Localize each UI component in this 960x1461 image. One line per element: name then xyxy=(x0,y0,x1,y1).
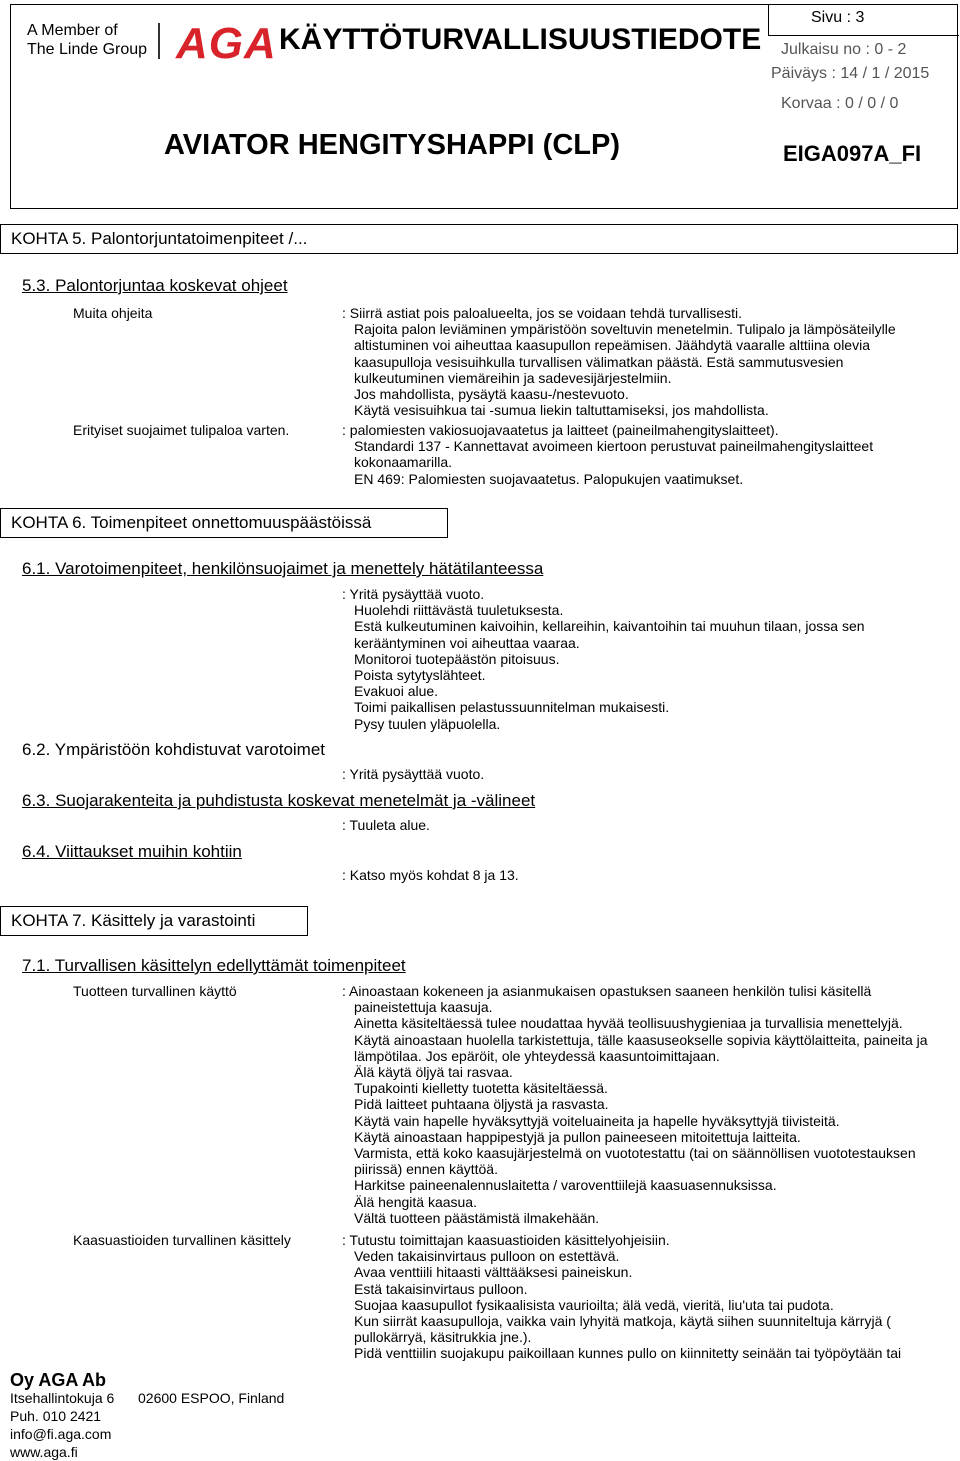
text-line: piirissä) ennen käyttöä. xyxy=(354,1161,498,1178)
footer-city: 02600 ESPOO, Finland xyxy=(138,1390,285,1406)
text-line: lämpötilaa. Jos epäröit, ole yhteydessä kaasuntoimittajaan. xyxy=(354,1047,720,1064)
text-line: Ainetta käsiteltäessä tulee noudattaa hyvää teollisuushygieniaa ja turvallisia menettelyjä. xyxy=(354,1015,903,1032)
text-line: Vältä tuotteen päästämistä ilmakehään. xyxy=(354,1209,600,1226)
text-line: Kun siirrät kaasupulloja, vaikka vain lyhyitä matkoja, käytä siihen suunniteltuja kärryjä ( xyxy=(354,1313,891,1330)
text-line: kulkeutuminen viemäreihin ja sadevesijärjestelmiin. xyxy=(354,369,672,386)
safe-use-text xyxy=(342,983,928,1226)
text-line: Evakuoi alue. xyxy=(354,683,439,700)
aga-logo: AGA xyxy=(176,19,277,68)
text-line: Standardi 137 - Kannettavat avoimeen kiertoon perustuvat paineilmahengityslaitteet xyxy=(354,438,874,455)
section-6-bar xyxy=(0,508,448,538)
text-line: : Ainoastaan kokeneen ja asianmukaisen opastuksen saaneen henkilön tulisi käsitellä xyxy=(342,983,872,999)
text-line: Huolehdi riittävästä tuuletuksesta. xyxy=(354,602,564,619)
text-line: Pysy tuulen yläpuolella. xyxy=(354,715,501,732)
text-line: pullokärryä, käsitrukkia jne.). xyxy=(354,1329,532,1346)
text-line: : Siirrä astiat pois paloalueelta, jos se voidaan tehdä turvallisesti. xyxy=(342,305,742,321)
container-handling-label: Kaasuastioiden turvallinen käsittely xyxy=(73,1232,291,1248)
text-line: Avaa venttiili hitaasti välttääksesi paineiskun. xyxy=(354,1264,633,1281)
logo-line-1: A Member of xyxy=(27,22,118,39)
footer-street: Itsehallintokuja 6 xyxy=(10,1390,115,1406)
text-line: kokonaamarilla. xyxy=(354,454,453,471)
text-line: : Tutustu toimittajan kaasuastioiden käsittelyohjeisiin. xyxy=(342,1232,670,1248)
text-line: Käytä vesisuihkua tai -sumua liekin taltuttamiseksi, jos mahdollista. xyxy=(354,402,769,419)
subsection-6-2-title: 6.2. Ympäristöön kohdistuvat varotoimet xyxy=(22,740,326,759)
text-line: Pidä venttiilin suojakupu paikoillaan kunnes pullo on kiinnitetty seinään tai työpöytään tai xyxy=(354,1345,902,1362)
section-5-bar xyxy=(0,224,958,254)
page-number: Sivu : 3 xyxy=(811,9,865,26)
text-line: Käytä vain hapelle hyväksyttyjä voiteluaineita ja hapelle hyväksyttyjä tiivisteitä. xyxy=(354,1112,840,1129)
safe-use-label: Tuotteen turvallinen käyttö xyxy=(73,983,237,999)
issue-number: Julkaisu no : 0 - 2 xyxy=(781,41,907,58)
other-instructions-text xyxy=(342,305,896,418)
text-line: Varmista, että koko kaasujärjestelmä on vuototestattu (tai on säännöllisen vuototestauksen xyxy=(354,1145,916,1162)
text-line: altistuminen voi aiheuttaa kaasupullon repeämisen. Jäähdytä vaaralle alttiina olevia xyxy=(354,337,870,354)
section-5-title: KOHTA 5. Palontorjuntatoimenpiteet /... xyxy=(11,229,308,248)
text-line: Estä kulkeutuminen kaivoihin, kellareihin, kaivantoihin tai muuhun tilaan, jossa sen xyxy=(354,618,865,635)
text-line: EN 469: Palomiesten suojavaatetus. Palopukujen vaatimukset. xyxy=(354,470,744,487)
text-line: Pidä laitteet puhtaana öljystä ja rasvasta. xyxy=(354,1096,609,1113)
text-line: paineistettuja kaasuja. xyxy=(354,999,493,1016)
footer-company: Oy AGA Ab xyxy=(10,1370,107,1390)
text-line: Suojaa kaasupullot fysikaalisista vaurioilta; älä vedä, vieritä, liu'uta tai pudota. xyxy=(354,1296,834,1313)
footer-email[interactable]: info@fi.aga.com xyxy=(10,1426,112,1442)
text-line: : Yritä pysäyttää vuoto. xyxy=(342,586,485,602)
issue-date: Päiväys : 14 / 1 / 2015 xyxy=(771,65,930,82)
text-line: Käytä ainoastaan huolella tarkistettuja, tälle kaasuseokselle sopivia käyttölaitteita, paineita ja xyxy=(354,1031,928,1048)
subsection-6-4-title: 6.4. Viittaukset muihin kohtiin xyxy=(22,842,242,861)
text-line: kerääntyminen voi aiheuttaa vaaraa. xyxy=(354,634,580,651)
text-line: Monitoroi tuotepäästön pitoisuus. xyxy=(354,650,560,667)
section-7-title: KOHTA 7. Käsittely ja varastointi xyxy=(11,911,256,930)
product-name: AVIATOR HENGITYSHAPPI (CLP) xyxy=(164,129,620,161)
text-line: Veden takaisinvirtaus pulloon on estettävä. xyxy=(354,1248,620,1265)
text-line: Jos mahdollista, pysäytä kaasu-/nestevuoto. xyxy=(354,386,629,403)
special-ppe-label: Erityiset suojaimet tulipaloa varten. xyxy=(73,422,290,438)
text-line: Estä takaisinvirtaus pulloon. xyxy=(354,1280,528,1297)
section-7-bar xyxy=(0,906,308,936)
section-6-title: KOHTA 6. Toimenpiteet onnettomuuspäästöissä xyxy=(11,513,372,532)
text-line: Älä hengitä kaasua. xyxy=(354,1193,477,1210)
text-line: Tupakointi kielletty tuotetta käsiteltäessä. xyxy=(354,1080,608,1097)
logo-divider xyxy=(158,23,160,59)
revision: Korvaa : 0 / 0 / 0 xyxy=(781,95,899,112)
logo-line-2: The Linde Group xyxy=(27,41,148,58)
document-code: EIGA097A_FI xyxy=(783,141,922,166)
subsection-6-4-text: : Katso myös kohdat 8 ja 13. xyxy=(342,867,519,883)
subsection-6-2-text: : Yritä pysäyttää vuoto. xyxy=(342,766,485,782)
subsection-7-1-title: 7.1. Turvallisen käsittelyn edellyttämät toimenpiteet xyxy=(22,956,406,975)
document-header xyxy=(10,4,958,209)
special-ppe-text xyxy=(342,422,873,487)
subsection-6-1-text xyxy=(342,586,865,732)
text-line: Rajoita palon leviäminen ympäristöön soveltuvin menetelmin. Tulipalo ja lämpösäteilylle xyxy=(354,321,896,338)
subsection-5-3-title: 5.3. Palontorjuntaa koskevat ohjeet xyxy=(22,276,288,295)
document-title: KÄYTTÖTURVALLISUUSTIEDOTE xyxy=(279,23,762,56)
text-line: kaasupulloja vesisuihkulla turvallisen välimatkan päästä. Estä sammutusvesien xyxy=(354,353,844,370)
text-line: : palomiesten vakiosuojavaatetus ja laitteet (paineilmahengityslaitteet). xyxy=(342,422,779,438)
subsection-6-1-title: 6.1. Varotoimenpiteet, henkilönsuojaimet ja menettely hätätilanteessa xyxy=(22,559,544,578)
text-line: Poista sytytyslähteet. xyxy=(354,667,486,684)
footer-phone: Puh. 010 2421 xyxy=(10,1408,102,1424)
text-line: Älä käytä öljyä tai rasvaa. xyxy=(354,1064,513,1081)
text-line: Käytä ainoastaan happipestyjä ja pullon paineeseen mitoitettuja laitteita. xyxy=(354,1128,801,1145)
text-line: Toimi paikallisen pelastussuunnitelman mukaisesti. xyxy=(354,699,670,716)
text-line: Harkitse paineenalennuslaitetta / varoventtiilejä kaasuasennuksissa. xyxy=(354,1177,777,1194)
footer-website[interactable]: www.aga.fi xyxy=(10,1444,78,1460)
linde-group-logo-text xyxy=(27,21,147,59)
subsection-6-3-text: : Tuuleta alue. xyxy=(342,817,430,833)
subsection-6-3-title: 6.3. Suojarakenteita ja puhdistusta koskevat menetelmät ja -välineet xyxy=(22,791,536,810)
container-handling-text xyxy=(342,1232,901,1362)
other-instructions-label: Muita ohjeita xyxy=(73,305,153,321)
